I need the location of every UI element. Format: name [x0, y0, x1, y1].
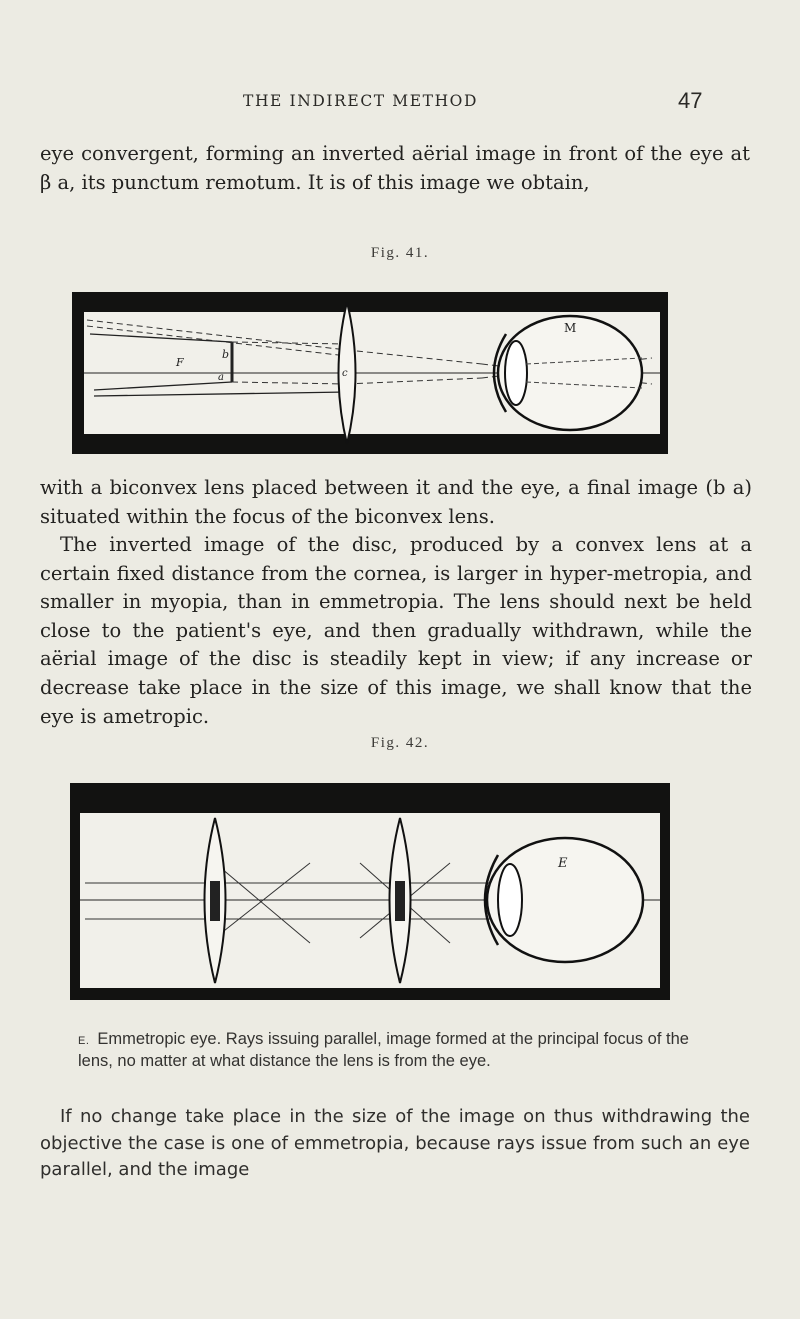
- figure-41-plate: [72, 292, 668, 454]
- page-number: 47: [678, 88, 703, 113]
- c-label: c: [342, 368, 348, 379]
- crystalline-lens: [505, 341, 527, 405]
- a-label: a: [218, 372, 224, 383]
- figure-42-diagram: [70, 783, 670, 1000]
- legend-key: E.: [78, 1035, 90, 1047]
- paragraph-3: If no change take place in the size of the image on thus withdrawing the objective the case is one of emmetropia, because rays issue from such an eye parallel, and the image: [40, 1106, 750, 1180]
- paragraph-1: eye convergent, forming an inverted aërial image in front of the eye at β a, its punctum remotum. It is of this image we obtain,: [40, 142, 750, 194]
- legend-text: Emmetropic eye. Rays issuing parallel, image formed at the principal focus of the lens, no matter at what distance the lens is from the eye.: [78, 1030, 689, 1070]
- eye-label-2: E: [558, 856, 568, 871]
- figure-42-legend: [78, 1029, 718, 1071]
- eye-label: M: [564, 321, 577, 335]
- figure-42-caption: Fig. 42.: [370, 735, 430, 751]
- paragraph-2-body: The inverted image of the disc, produced by a convex lens at a certain fixed distance from the cornea, is larger in hyper-metropia, and smaller in myopia, than in emmetropia. The lens should next be held close to the patient's eye, and then gradually withdrawn, while the aërial image of the disc is steadily kept in view; if any increase or decrease take place in the size of this image, we shall know that the eye is ametropic.: [40, 533, 752, 728]
- figure-42-plate: [70, 783, 670, 1000]
- figure-41-diagram: [72, 292, 668, 454]
- figure-41-caption: Fig. 41.: [370, 245, 430, 261]
- crystalline-lens-2: [498, 864, 522, 936]
- image-near: [210, 881, 220, 921]
- focus-label: F: [176, 356, 184, 369]
- b-label: b: [222, 348, 230, 361]
- paragraph-2-intro: with a biconvex lens placed between it and the eye, a final image (b a) situated within the focus of the biconvex lens.: [40, 476, 752, 528]
- page-header: [0, 88, 800, 118]
- image-far: [395, 881, 405, 921]
- running-head: THE INDIRECT METHOD: [243, 92, 479, 110]
